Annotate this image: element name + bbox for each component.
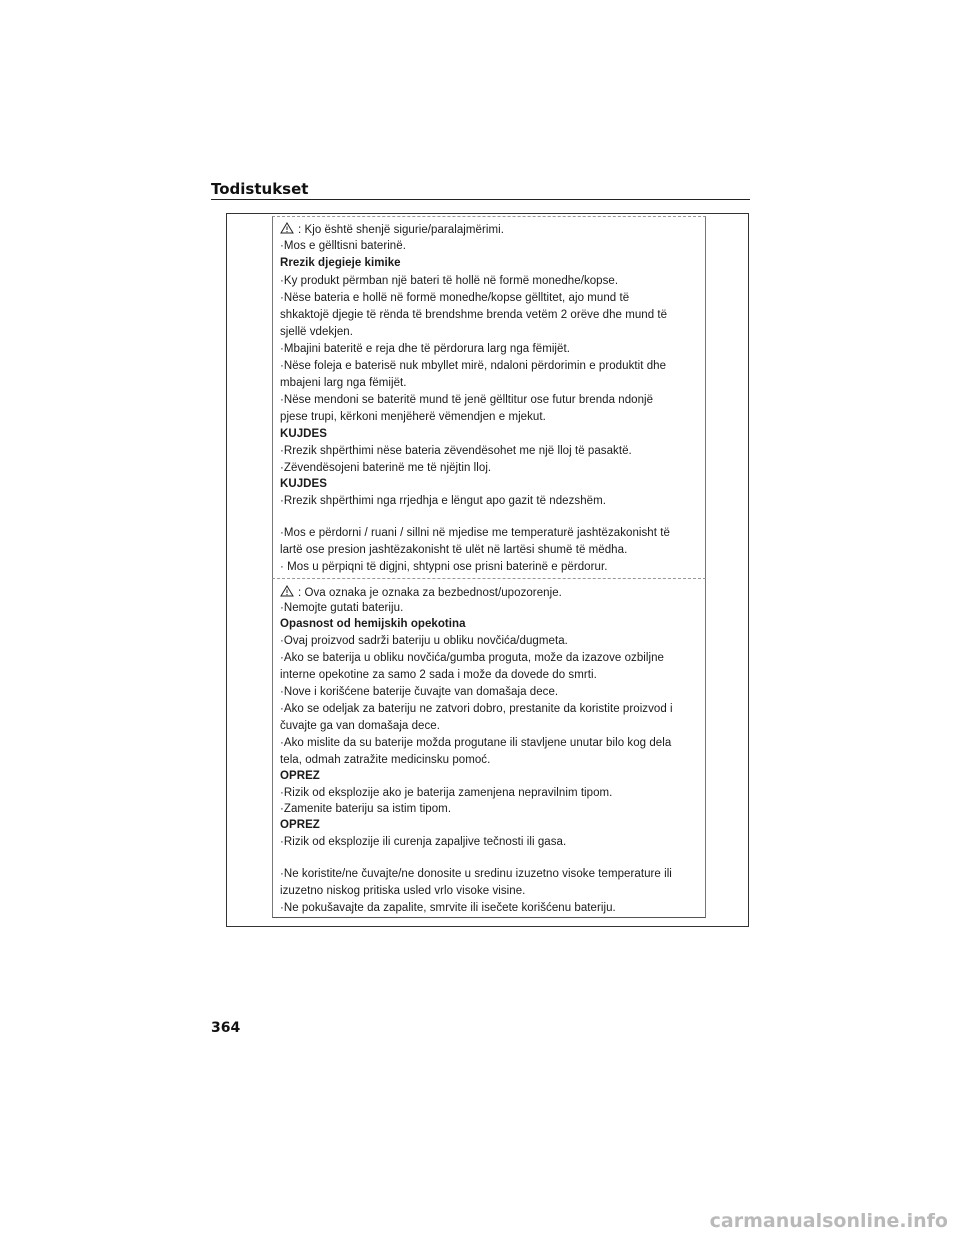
text-line: ·Mos e përdorni / ruani / sillni në mjedise me temperaturë jashtëzakonisht të	[280, 527, 670, 539]
text-line: ·Rrezik shpërthimi nga rrjedhja e lëngut apo gazit të ndezshëm.	[280, 495, 606, 507]
text-line: ·Ako mislite da su baterije možda progutane ili stavljene unutar bilo kog dela	[280, 737, 672, 749]
warning-triangle-icon	[280, 222, 294, 234]
albanian-warning-line	[280, 222, 504, 236]
text-line: shkaktojë djegie të rënda të brendshme brenda vetëm 2 orëve dhe mund të	[280, 309, 668, 321]
text-line: ·Ne pokušavajte da zapalite, smrvite ili isečete korišćenu bateriju.	[280, 902, 616, 914]
text-line: lartë ose presion jashtëzakonisht të ulët në lartësi shumë të mëdha.	[280, 544, 628, 556]
text-line: izuzetno niskog pritiska usled vrlo visoke visine.	[280, 885, 526, 897]
text-line: sjellë vdekjen.	[280, 326, 353, 338]
text-line: ·Ako se baterija u obliku novčića/gumba proguta, može da izazove ozbiljne	[280, 652, 665, 664]
text-line: tela, odmah zatražite medicinsku pomoć.	[280, 754, 491, 766]
text-line: ·Mbajini bateritë e reja dhe të përdorura larg nga fëmijët.	[280, 343, 570, 355]
section-heading: Opasnost od hemijskih opekotina	[280, 618, 466, 630]
text-line: ·Nëse foleja e baterisë nuk mbyllet mirë, ndaloni përdorimin e produktit dhe	[280, 360, 667, 372]
text-line: ·Ne koristite/ne čuvajte/ne donosite u sredinu izuzetno visoke temperature ili	[280, 868, 672, 880]
text-line: ·Zëvendësojeni baterinë me të njëjtin lloj.	[280, 462, 492, 474]
warning-triangle-icon	[280, 585, 294, 597]
serbian-warning-line	[280, 585, 562, 599]
text-line: ·Ako se odeljak za bateriju ne zatvori dobro, prestanite da koristite proizvod i	[280, 703, 673, 715]
text-line: ·Nëse bateria e hollë në formë monedhe/kopse gëlltitet, ajo mund të	[280, 292, 630, 304]
caution-heading: OPREZ	[280, 819, 320, 831]
text-line: ·Ky produkt përmban një bateri të hollë në formë monedhe/kopse.	[280, 275, 619, 287]
title-rule	[211, 199, 750, 200]
serbian-warning-text: : Ova oznaka je oznaka za bezbednost/upozorenje.	[298, 587, 562, 599]
section-title: Todistukset	[211, 180, 309, 198]
text-line: čuvajte ga van domašaja dece.	[280, 720, 440, 732]
page-number: 364	[211, 1020, 241, 1036]
watermark: carmanualsonline.info	[709, 1210, 948, 1232]
albanian-warning-text: : Kjo është shenjë sigurie/paralajmërimi.	[298, 224, 504, 236]
text-line: · Mos u përpiqni të digjni, shtypni ose prisni baterinë e përdorur.	[280, 561, 608, 573]
text-line: ·Nemojte gutati bateriju.	[280, 602, 404, 614]
caution-heading: KUJDES	[280, 428, 327, 440]
text-line: pjese trupi, kërkoni menjëherë vëmendjen e mjekut.	[280, 411, 546, 423]
text-line: ·Ovaj proizvod sadrži bateriju u obliku novčića/dugmeta.	[280, 635, 568, 647]
text-line: ·Rizik od eksplozije ili curenja zapaljive tečnosti ili gasa.	[280, 836, 567, 848]
text-line: interne opekotine za samo 2 sada i može da dovede do smrti.	[280, 669, 597, 681]
text-line: ·Mos e gëlltisni baterinë.	[280, 240, 406, 252]
caution-heading: KUJDES	[280, 478, 327, 490]
text-line: ·Rrezik shpërthimi nëse bateria zëvendësohet me një lloj të pasaktë.	[280, 445, 632, 457]
text-line: ·Zamenite bateriju sa istim tipom.	[280, 803, 452, 815]
text-line: mbajeni larg nga fëmijët.	[280, 377, 407, 389]
text-line: ·Nove i korišćene baterije čuvajte van domašaja dece.	[280, 686, 559, 698]
section-heading: Rrezik djegieje kimike	[280, 257, 401, 269]
caution-heading: OPREZ	[280, 770, 320, 782]
text-line: ·Nëse mendoni se bateritë mund të jenë gëlltitur ose futur brenda ndonjë	[280, 394, 654, 406]
text-line: ·Rizik od eksplozije ako je baterija zamenjena nepravilnim tipom.	[280, 787, 613, 799]
